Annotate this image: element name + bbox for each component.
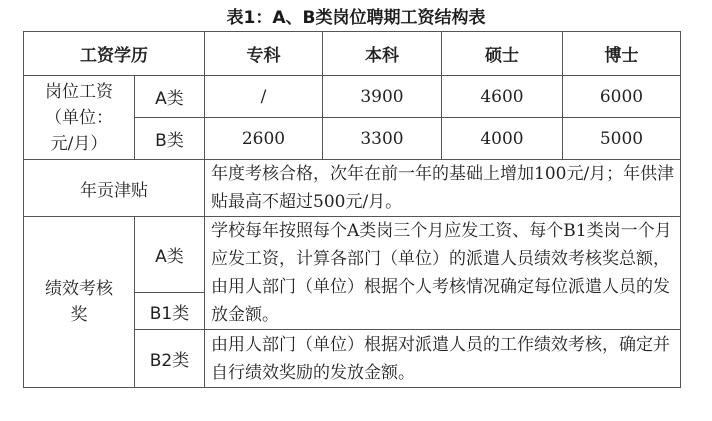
header-row xyxy=(24,32,681,76)
performance-b2-text: 由用人部门（单位）根据对派遣人员的工作绩效考核，确定并自行绩效奖励的发放金额。 xyxy=(205,330,681,388)
post-type-a: A类 xyxy=(135,76,205,118)
salary-cell: 3900 xyxy=(323,76,442,118)
annual-allowance-row xyxy=(24,160,681,217)
salary-cell: / xyxy=(205,76,323,118)
post-salary-label-line: （单位： xyxy=(45,107,113,128)
performance-bonus-label xyxy=(24,217,135,388)
salary-cell: 4600 xyxy=(442,76,563,118)
header-corner: 工资学历 xyxy=(24,32,205,76)
post-salary-label-line: 岗位工资 xyxy=(45,81,113,102)
post-type-b: B类 xyxy=(135,118,205,160)
header-col-bachelor: 本科 xyxy=(323,32,442,76)
performance-type-a: A类 xyxy=(135,217,205,293)
header-col-doctor: 博士 xyxy=(563,32,681,76)
performance-bonus-label-line: 奖 xyxy=(70,305,88,325)
salary-cell: 6000 xyxy=(563,76,681,118)
annual-allowance-label: 年贡津贴 xyxy=(24,160,205,217)
salary-cell: 3300 xyxy=(323,118,442,160)
performance-row-a xyxy=(24,217,681,293)
post-salary-label xyxy=(24,76,135,160)
salary-cell: 2600 xyxy=(205,118,323,160)
post-salary-label-line: 元/月） xyxy=(50,133,108,154)
post-salary-row-a xyxy=(24,76,681,118)
salary-cell: 4000 xyxy=(442,118,563,160)
performance-a-b1-text: 学校每年按照每个A类岗三个月应发工资、每个B1类岗一个月应发工资，计算各部门（单位）的派遣人员绩效考核奖总额，由用人部门（单位）根据个人考核情况确定每位派遣人员的发放金额。 xyxy=(205,217,681,330)
annual-allowance-text: 年度考核合格，次年在前一年的基础上增加100元/月；年供津贴最高不超过500元/月。 xyxy=(205,160,681,217)
performance-type-b1: B1类 xyxy=(135,293,205,330)
header-col-master: 硕士 xyxy=(442,32,563,76)
header-col-associate: 专科 xyxy=(205,32,323,76)
salary-cell: 5000 xyxy=(563,118,681,160)
performance-bonus-label-line: 绩效考核 xyxy=(45,279,113,299)
performance-type-b2: B2类 xyxy=(135,330,205,388)
salary-structure-table xyxy=(23,31,681,388)
table-title: 表1：A、B类岗位聘期工资结构表 xyxy=(226,8,486,28)
